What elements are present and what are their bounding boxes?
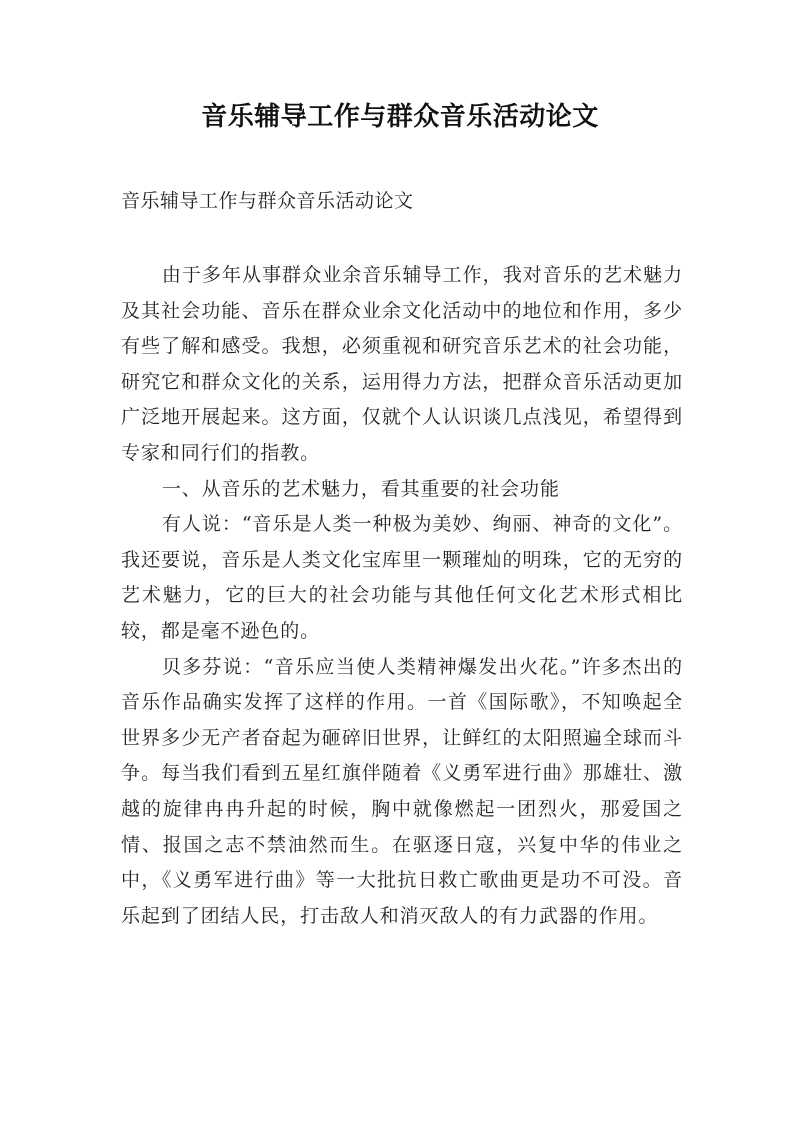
paragraph-quote-music: 有人说：“音乐是人类一种极为美妙、绚丽、神奇的文化”。我还要说，音乐是人类文化宝库里一颗璀灿的明珠，它的无穷的艺术魅力，它的巨大的社会功能与其他任何文化艺术形式相比较，都是毫不逊色的。 (121, 513, 683, 642)
document-body (121, 258, 683, 934)
document-title: 音乐辅导工作与群众音乐活动论文 (201, 102, 599, 132)
paragraph-intro: 由于多年从事群众业余音乐辅导工作，我对音乐的艺术魅力及其社会功能、音乐在群众业余文化活动中的地位和作用，多少有些了解和感受。我想，必须重视和研究音乐艺术的社会功能，研究它和群众文化的关系，运用得力方法，把群众音乐活动更加广泛地开展起来。这方面，仅就个人认识谈几点浅见，希望得到专家和同行们的指教。 (121, 264, 683, 464)
section-heading: 一、从音乐的艺术魅力，看其重要的社会功能 (161, 477, 560, 500)
document-subtitle: 音乐辅导工作与群众音乐活动论文 (121, 190, 414, 212)
paragraph-beethoven: 贝多芬说：“音乐应当使人类精神爆发出火花。”许多杰出的音乐作品确实发挥了这样的作用。一首《国际歌》，不知唤起全世界多少无产者奋起为砸碎旧世界，让鲜红的太阳照遍全球而斗争。每当我们看到五星红旗伴随着《义勇军进行曲》那雄壮、激越的旋律冉冉升起的时候，胸中就像燃起一团烈火，那爱国之情、报国之志不禁油然而生。在驱逐日寇，兴复中华的伟业之中，《义勇军进行曲》等一大批抗日救亡歌曲更是功不可没。音乐起到了团结人民，打击敌人和消灭敌人的有力武器的作用。 (121, 655, 683, 927)
